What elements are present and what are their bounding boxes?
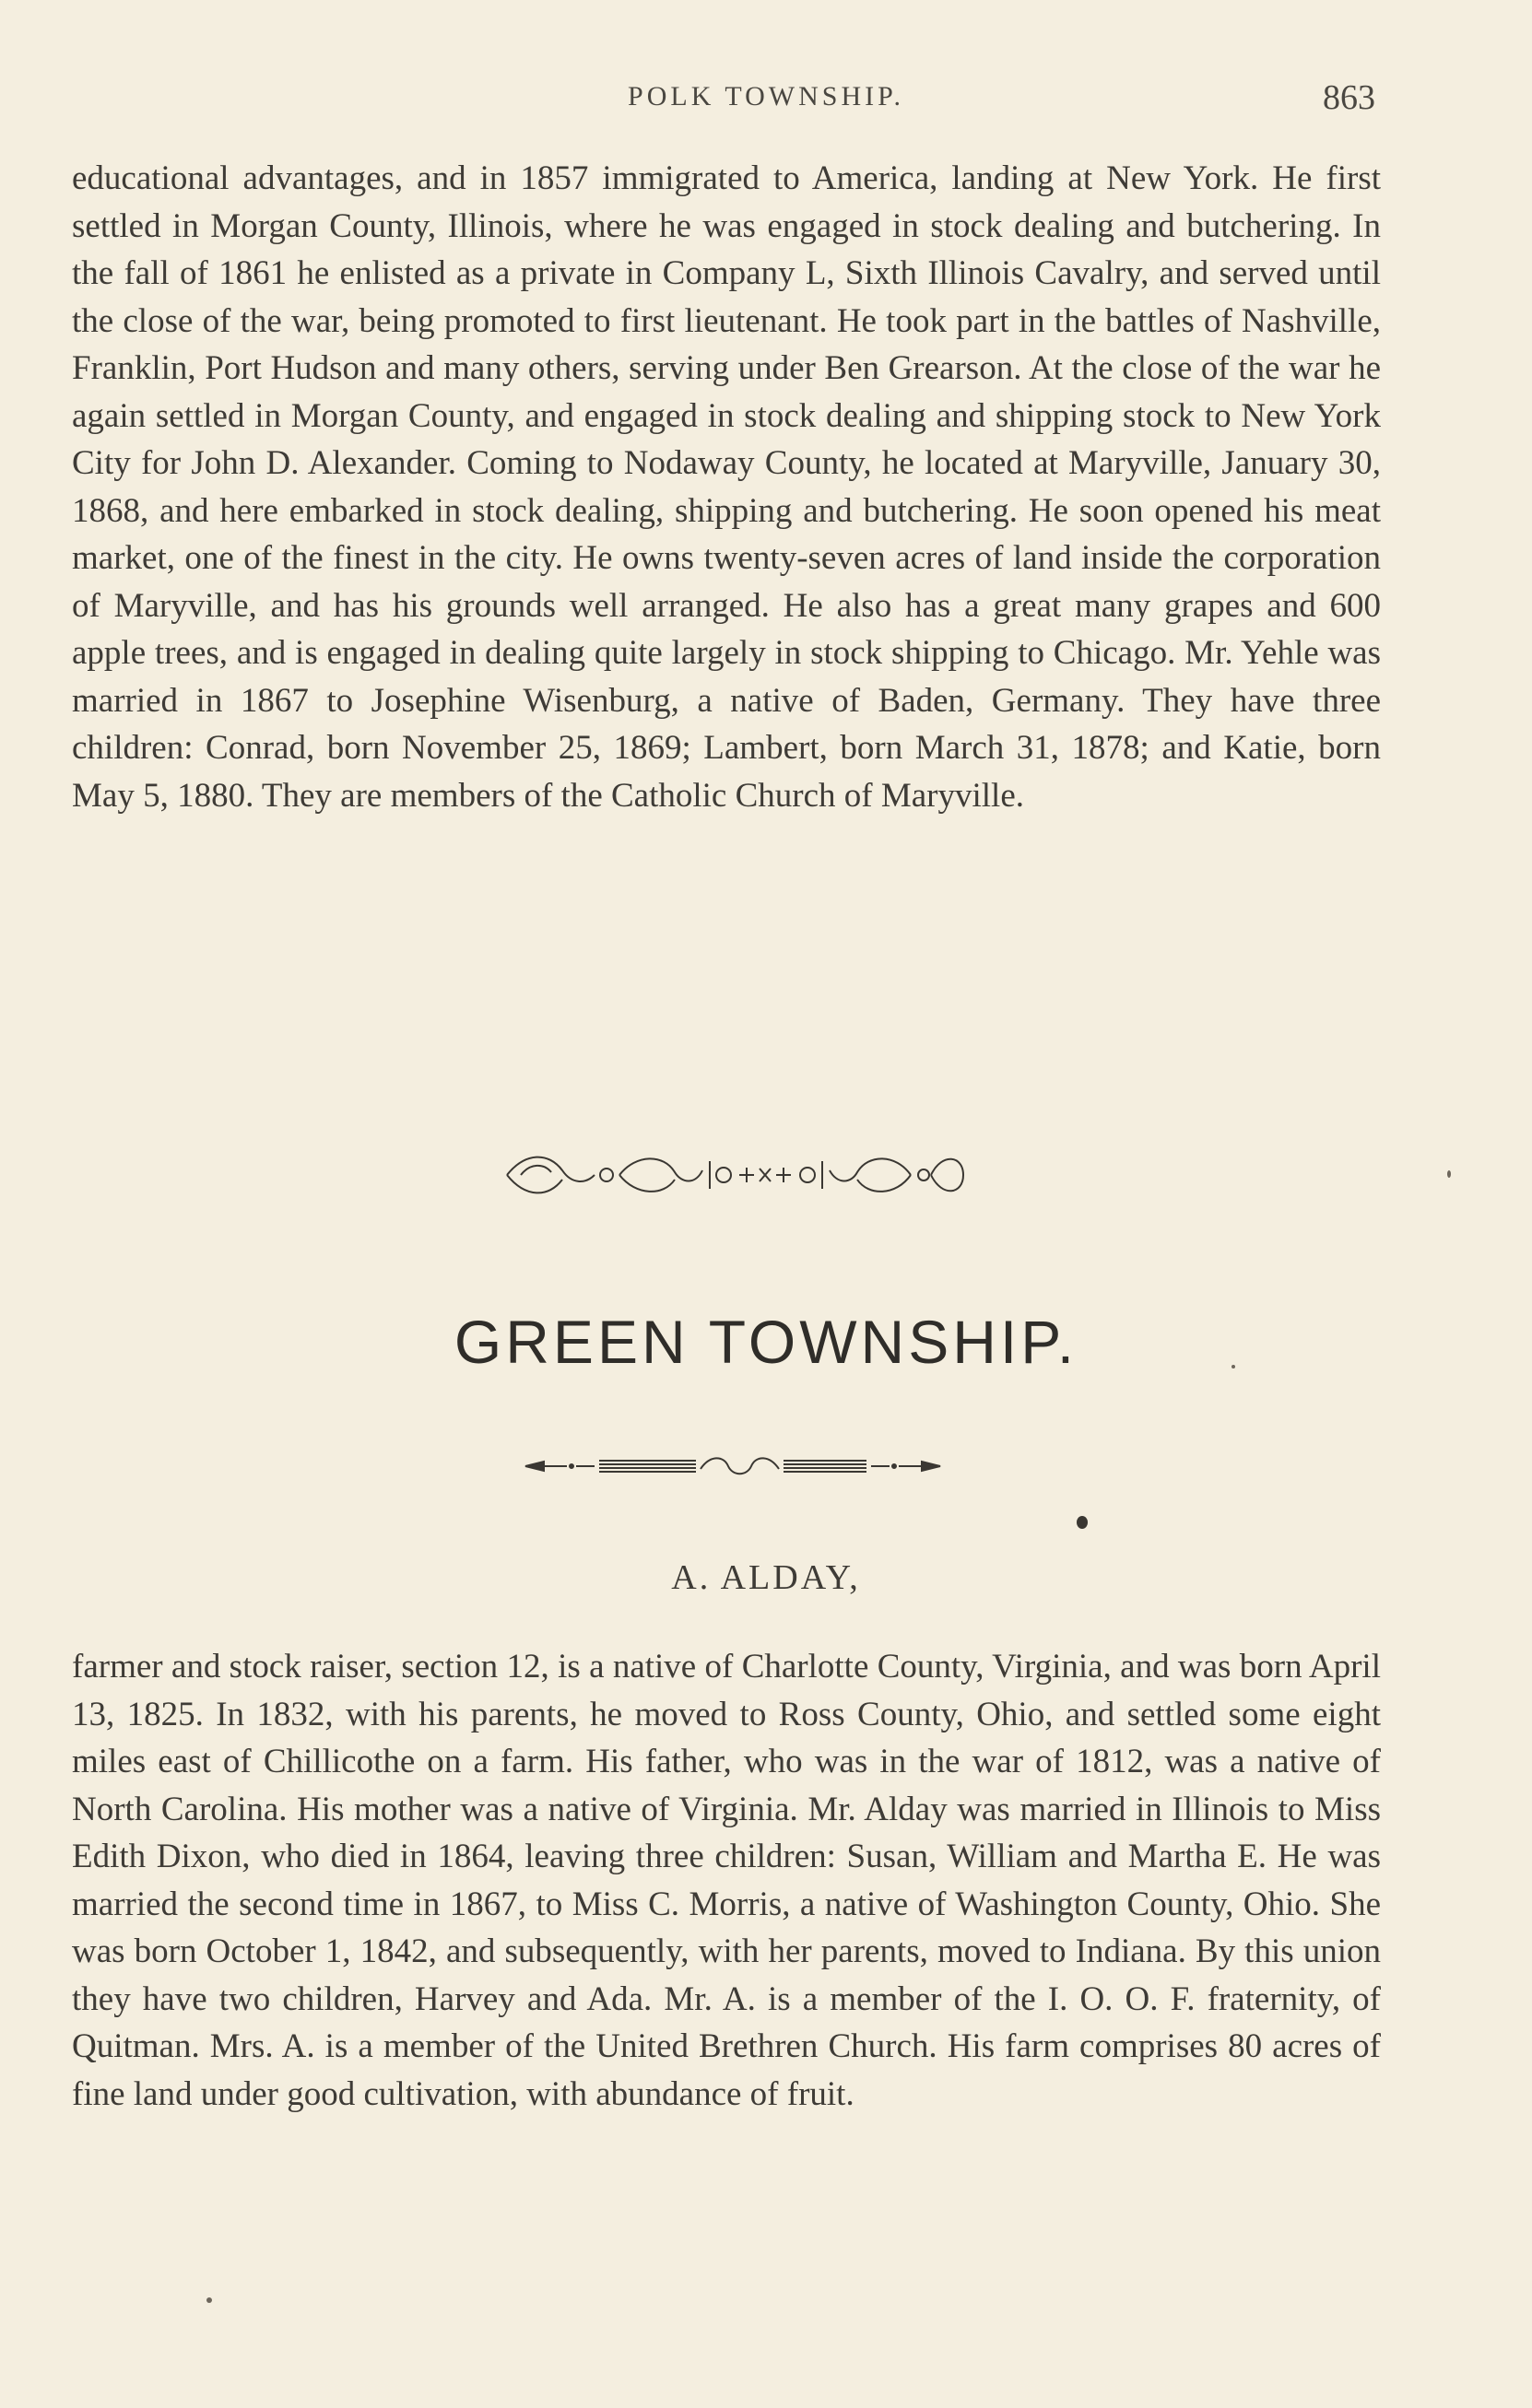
section-heading: GREEN TOWNSHIP. [454,1308,1078,1376]
running-head [0,72,1532,127]
entry-heading: A. ALDAY, [671,1558,861,1597]
decorative-ornament-icon [498,1143,968,1207]
paper-speck [1231,1365,1235,1368]
paper-speck [1447,1170,1451,1178]
continued-paragraph: educational advantages, and in 1857 immigrated to America, landing at New York. He first settled in Morgan County, Illinois, where he was engaged in stock dealing and butchering. In the fall of 1861 he enlisted as a private in Company L, Sixth Illinois Cavalry, and served until the close of the war, being promoted to first lieutenant. He took part in the battles of Nashville, Franklin, Port Hudson and many others, serving under Ben Grearson. At the close of the war he again settled in Morgan County, and engaged in stock dealing and shipping stock to New York City for John D. Alexander. Coming to Nodaway County, he located at Maryville, January 30, 1868, and here embarked in stock dealing, shipping and butchering. He soon opened his meat market, one of the finest in the city. He owns twenty-seven acres of land inside the corporation of Maryville, and has his grounds well arranged. He also has a great many grapes and 600 apple trees, and is engaged in dealing quite largely in stock shipping to Chicago. Mr. Yehle was married in 1867 to Josephine Wisenburg, a native of Baden, Germany. They have three children: Conrad, born November 25, 1869; Lambert, born March 31, 1878; and Katie, born May 5, 1880. They are members of the Catholic Church of Maryville. [72,159,1381,815]
ink-spot [1077,1516,1088,1529]
alday-paragraph: farmer and stock raiser, section 12, is a native of Charlotte County, Virginia, and was born April 13, 1825. In 1832, with his parents, he moved to Ross County, Ohio, and settled some eight miles east of Chillicothe on a farm. His father, who was in the war of 1812, was a native of North Carolina. His mother was a native of Virginia. Mr. Alday was married in Illinois to Miss Edith Dixon, who died in 1864, leaving three children: Susan, William and Martha E. He was married the second time in 1867, to Miss C. Morris, a native of Washington County, Ohio. She was born October 1, 1842, and subsequently, with her parents, moved to Indiana. By this union they have two children, Harvey and Ada. Mr. A. is a member of the I. O. O. F. fraternity, of Quitman. Mrs. A. is a member of the United Brethren Church. His farm comprises 80 acres of fine land under good cultivation, with abundance of fruit. [72,1648,1381,2113]
rule-ornament-icon [521,1451,945,1482]
continued-biography [72,155,1381,819]
page-number: 863 [1323,78,1375,117]
paper-speck [206,2297,212,2303]
alday-biography [72,1643,1381,2118]
running-title: POLK TOWNSHIP. [628,81,904,112]
